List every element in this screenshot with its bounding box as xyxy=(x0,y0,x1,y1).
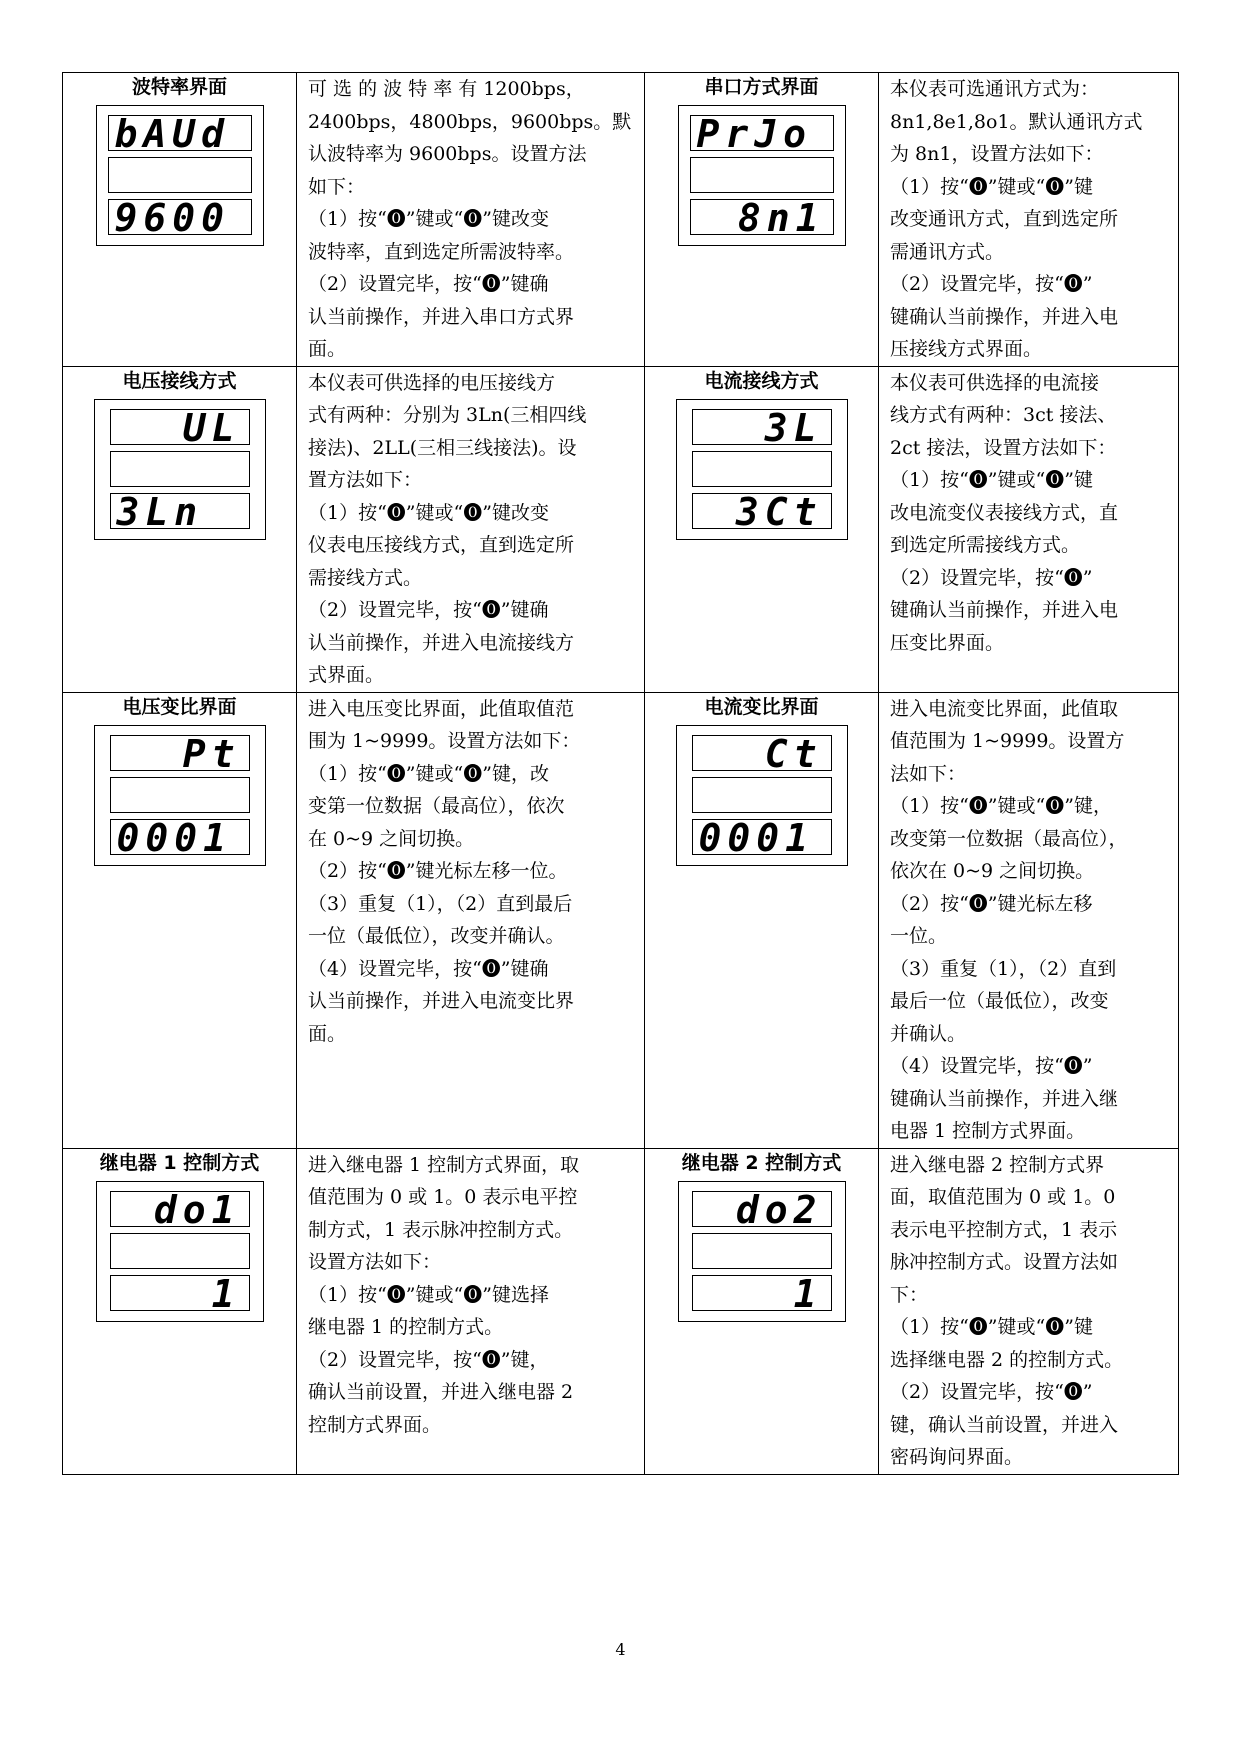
description-line: 键确认当前操作，并进入电 xyxy=(890,599,1119,621)
description-line: 认波特率为 9600bps。设置方法 xyxy=(308,143,587,165)
description-line: （2）设置完毕，按“⓿” xyxy=(890,566,1093,589)
description-line: （3）重复（1），（2）直到 xyxy=(890,957,1117,980)
lcd-display-panel xyxy=(94,399,266,540)
screen-cell xyxy=(63,1148,297,1474)
table-row xyxy=(63,1148,1179,1474)
lcd-display-panel xyxy=(96,105,264,246)
description-cell xyxy=(297,692,645,1148)
description-line: 表示电平控制方式，1 表示 xyxy=(890,1218,1118,1241)
description-text xyxy=(297,367,644,692)
lcd-row-2 xyxy=(692,777,832,813)
lcd-row-3: 8n1 xyxy=(690,199,834,235)
lcd-row-3: 1 xyxy=(692,1275,832,1311)
description-line: （2）设置完毕，按“⓿”键确 xyxy=(308,273,549,295)
lcd-row-2 xyxy=(110,777,250,813)
lcd-display-panel xyxy=(676,725,848,866)
description-cell xyxy=(879,366,1179,692)
description-line: （1）按“⓿”键或“⓿”键，改 xyxy=(308,762,549,785)
description-line: 值范围为 0 或 1。0 表示电平控 xyxy=(308,1186,578,1208)
screen-cell xyxy=(645,692,879,1148)
table-row xyxy=(63,692,1179,1148)
description-cell xyxy=(879,692,1179,1148)
lcd-row-1: do1 xyxy=(110,1191,250,1227)
description-line: 置方法如下： xyxy=(308,469,423,491)
description-line: （2）按“⓿”键光标左移一位。 xyxy=(308,860,568,882)
description-line: 面，取值范围为 0 或 1。0 xyxy=(890,1186,1116,1208)
description-line: （1）按“⓿”键或“⓿”键 xyxy=(890,175,1093,198)
description-line: 本仪表可供选择的电流接 xyxy=(890,371,1100,394)
screen-title: 继电器 2 控制方式 xyxy=(681,1151,842,1174)
lcd-row-2 xyxy=(110,1233,250,1269)
page-number: 4 xyxy=(615,1640,626,1659)
description-cell xyxy=(879,1148,1179,1474)
description-line: 进入继电器 1 控制方式界面，取 xyxy=(308,1153,580,1176)
screen-cell xyxy=(63,73,297,367)
lcd-row-2 xyxy=(690,157,834,193)
description-text xyxy=(297,1149,644,1442)
description-line: 2400bps，4800bps，9600bps。默 xyxy=(308,110,632,133)
lcd-row-2 xyxy=(108,157,252,193)
lcd-row-2 xyxy=(692,1233,832,1269)
description-cell xyxy=(297,73,645,367)
description-line: 一位（最低位），改变并确认。 xyxy=(308,925,565,947)
lcd-row-2 xyxy=(110,451,250,487)
lcd-display-panel xyxy=(678,105,846,246)
manual-page xyxy=(62,72,1178,1475)
description-cell xyxy=(297,1148,645,1474)
description-line: 面。 xyxy=(308,1022,347,1045)
description-text xyxy=(879,367,1178,660)
screen-title: 波特率界面 xyxy=(131,76,227,98)
lcd-row-3: 3Ct xyxy=(692,493,832,529)
description-line: 认当前操作，并进入电流变比界 xyxy=(308,990,575,1012)
description-line: 键确认当前操作，并进入继 xyxy=(890,1087,1119,1110)
description-line: （1）按“⓿”键或“⓿”键改变 xyxy=(308,501,549,524)
lcd-row-2 xyxy=(692,451,832,487)
description-line: 2ct 接法，设置方法如下： xyxy=(890,436,1117,459)
lcd-row-3: 3Ln xyxy=(110,493,250,529)
screen-title: 电流变比界面 xyxy=(704,695,819,718)
screen-title: 继电器 1 控制方式 xyxy=(99,1151,260,1174)
description-line: 8n1,8e1,8o1。默认通讯方式 xyxy=(890,110,1143,133)
description-line: （4）设置完毕，按“⓿”键确 xyxy=(308,957,549,980)
lcd-row-1: Pt xyxy=(110,735,250,771)
description-line: 最后一位（最低位），改变 xyxy=(890,990,1109,1012)
screen-cell xyxy=(63,692,297,1148)
description-line: 线方式有两种：3ct 接法、 xyxy=(890,404,1117,426)
lcd-row-1: UL xyxy=(110,409,250,445)
description-cell xyxy=(879,73,1179,367)
settings-table xyxy=(62,72,1179,1475)
description-text xyxy=(879,1149,1178,1474)
description-line: 并确认。 xyxy=(890,1022,967,1045)
description-line: 为 8n1，设置方法如下： xyxy=(890,143,1104,165)
description-line: 选择继电器 2 的控制方式。 xyxy=(890,1348,1124,1371)
lcd-row-3: 9600 xyxy=(108,199,252,235)
lcd-row-3: 0001 xyxy=(692,819,832,855)
description-line: 波特率，直到选定所需波特率。 xyxy=(308,240,575,263)
description-line: 到选定所需接线方式。 xyxy=(890,534,1081,556)
screen-cell xyxy=(645,366,879,692)
description-line: 密码询问界面。 xyxy=(890,1446,1024,1468)
description-line: 压接线方式界面。 xyxy=(890,338,1043,360)
description-line: 进入电压变比界面，此值取值范 xyxy=(308,697,575,720)
description-line: （4）设置完毕，按“⓿” xyxy=(890,1055,1093,1077)
description-line: 确认当前设置，并进入继电器 2 xyxy=(308,1381,574,1403)
table-row xyxy=(63,73,1179,367)
lcd-row-3: 0001 xyxy=(110,819,250,855)
description-text xyxy=(297,73,644,366)
description-line: 可 选 的 波 特 率 有 1200bps， xyxy=(308,78,585,100)
description-line: （2）设置完毕，按“⓿”键， xyxy=(308,1348,549,1371)
description-line: 如下： xyxy=(308,175,366,198)
description-line: 键，确认当前设置，并进入 xyxy=(890,1413,1119,1436)
description-line: 认当前操作，并进入电流接线方 xyxy=(308,631,575,654)
description-line: 进入继电器 2 控制方式界 xyxy=(890,1153,1105,1176)
description-line: （1）按“⓿”键或“⓿”键， xyxy=(890,795,1112,817)
screen-title: 电流接线方式 xyxy=(704,369,819,392)
lcd-row-3: 1 xyxy=(110,1275,250,1311)
lcd-row-1: bAUd xyxy=(108,115,252,151)
description-line: 法如下： xyxy=(890,762,967,785)
description-line: 需通讯方式。 xyxy=(890,240,1005,263)
description-line: 脉冲控制方式。设置方法如 xyxy=(890,1251,1119,1273)
description-line: 式有两种：分别为 3Ln(三相四线 xyxy=(308,404,587,426)
description-line: 认当前操作，并进入串口方式界 xyxy=(308,305,575,328)
description-line: （1）按“⓿”键或“⓿”键选择 xyxy=(308,1283,549,1306)
screen-cell xyxy=(645,1148,879,1474)
description-text xyxy=(879,693,1178,1148)
screen-title: 电压变比界面 xyxy=(122,695,237,718)
description-line: （2）设置完毕，按“⓿” xyxy=(890,273,1093,295)
description-line: 围为 1~9999。设置方法如下： xyxy=(308,730,581,752)
description-line: （1）按“⓿”键或“⓿”键改变 xyxy=(308,208,549,230)
description-line: 本仪表可选通讯方式为： xyxy=(890,78,1100,100)
description-line: （1）按“⓿”键或“⓿”键 xyxy=(890,469,1093,491)
description-line: 改变第一位数据（最高位）， xyxy=(890,827,1128,850)
description-line: 制方式，1 表示脉冲控制方式。 xyxy=(308,1218,574,1241)
screen-cell xyxy=(645,73,879,367)
description-cell xyxy=(297,366,645,692)
description-line: 键确认当前操作，并进入电 xyxy=(890,305,1119,328)
lcd-display-panel xyxy=(676,399,848,540)
description-line: 控制方式界面。 xyxy=(308,1413,442,1436)
table-row xyxy=(63,366,1179,692)
description-line: （2）设置完毕，按“⓿”键确 xyxy=(308,599,549,621)
lcd-display-panel xyxy=(96,1181,264,1322)
description-line: 依次在 0~9 之间切换。 xyxy=(890,860,1095,882)
description-line: 一位。 xyxy=(890,925,948,947)
description-line: 改电流变仪表接线方式，直 xyxy=(890,501,1119,524)
lcd-display-panel xyxy=(94,725,266,866)
description-line: 本仪表可供选择的电压接线方 xyxy=(308,371,556,394)
description-line: （2）按“⓿”键光标左移 xyxy=(890,892,1093,915)
screen-title: 电压接线方式 xyxy=(122,369,237,392)
description-line: 值范围为 1~9999。设置方 xyxy=(890,730,1125,752)
description-line: 下： xyxy=(890,1283,929,1306)
screen-cell xyxy=(63,366,297,692)
description-text xyxy=(297,693,644,1051)
description-line: 仪表电压接线方式，直到选定所 xyxy=(308,534,575,556)
description-line: 面。 xyxy=(308,338,347,360)
lcd-row-1: do2 xyxy=(692,1191,832,1227)
lcd-row-1: Ct xyxy=(692,735,832,771)
description-line: 变第一位数据（最高位），依次 xyxy=(308,795,565,817)
description-line: 设置方法如下： xyxy=(308,1251,442,1273)
description-line: 在 0~9 之间切换。 xyxy=(308,827,475,850)
description-line: 压变比界面。 xyxy=(890,631,1005,654)
description-line: （1）按“⓿”键或“⓿”键 xyxy=(890,1316,1093,1338)
lcd-row-1: PrJo xyxy=(690,115,834,151)
description-line: 需接线方式。 xyxy=(308,566,423,589)
description-line: 式界面。 xyxy=(308,664,385,686)
description-line: 电器 1 控制方式界面。 xyxy=(890,1120,1086,1142)
description-line: 进入电流变比界面，此值取 xyxy=(890,697,1119,720)
screen-title: 串口方式界面 xyxy=(704,76,819,98)
description-line: 继电器 1 的控制方式。 xyxy=(308,1316,504,1338)
description-line: 接法)、2LL(三相三线接法)。设 xyxy=(308,436,577,459)
description-line: （3）重复（1），（2）直到最后 xyxy=(308,892,573,915)
description-text xyxy=(879,73,1178,366)
description-line: （2）设置完毕，按“⓿” xyxy=(890,1381,1093,1403)
lcd-row-1: 3L xyxy=(692,409,832,445)
lcd-display-panel xyxy=(678,1181,846,1322)
description-line: 改变通讯方式，直到选定所 xyxy=(890,208,1119,230)
